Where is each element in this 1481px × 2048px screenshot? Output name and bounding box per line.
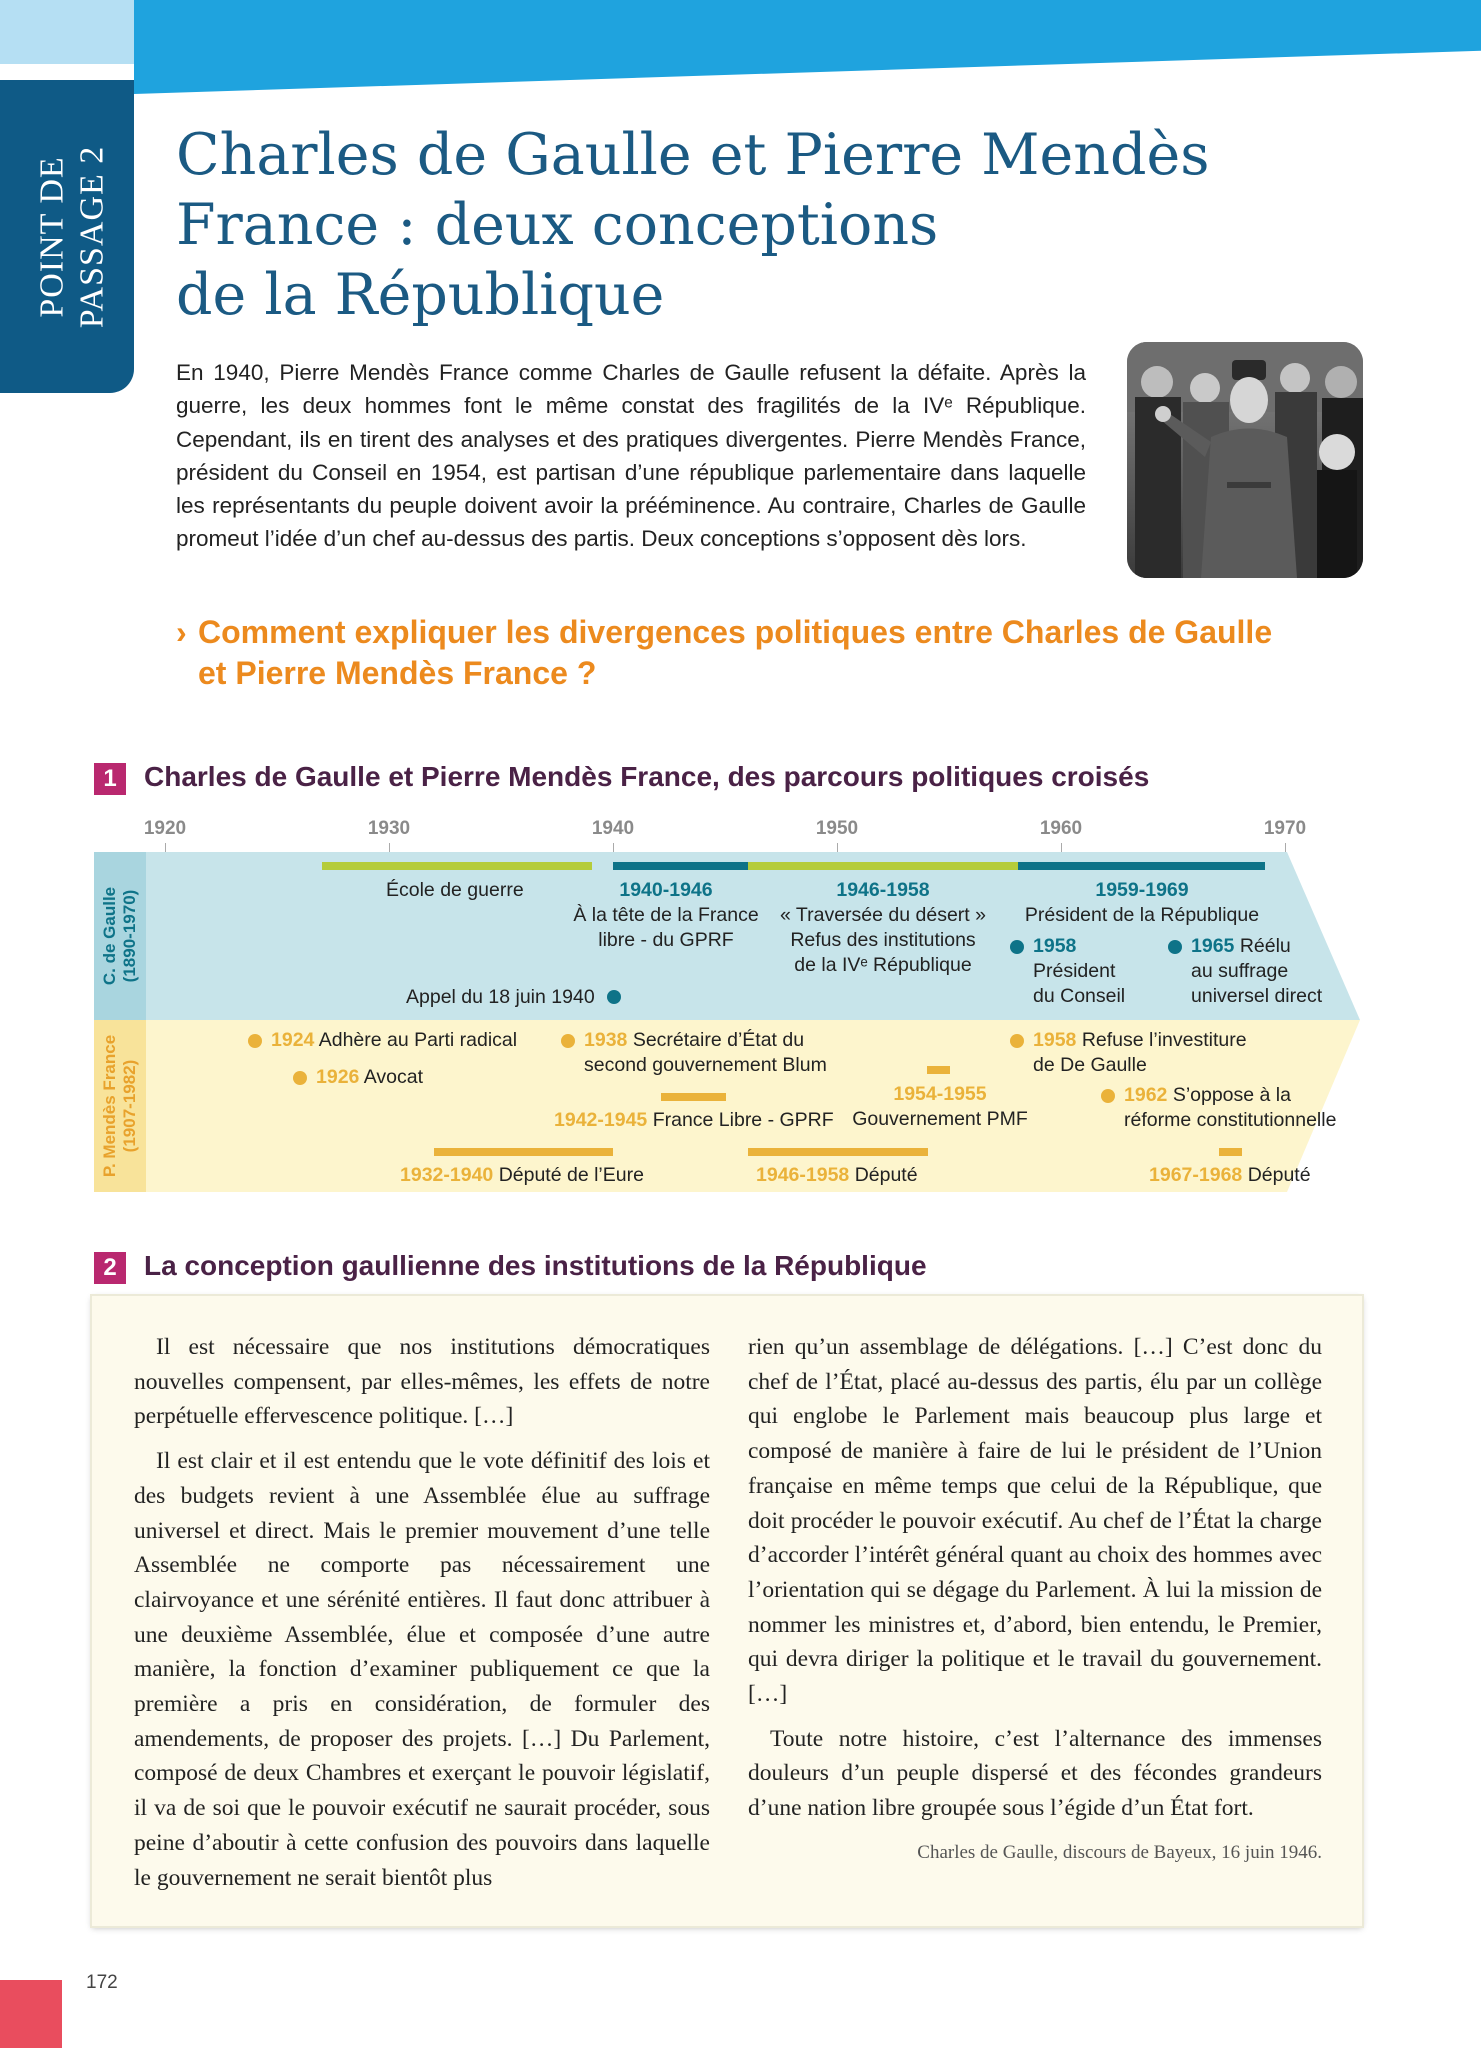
pmf-1962-line2: réforme constitutionnelle — [1124, 1109, 1337, 1131]
pmf-1946-text: Député — [854, 1164, 918, 1186]
pmf-dot-1938 — [561, 1034, 575, 1048]
pmf-bar-1967-1968 — [1219, 1148, 1242, 1156]
year-1960: 1960 — [1039, 818, 1083, 839]
pmf-1938-line2: second gouvernement Blum — [584, 1054, 827, 1076]
pmf-1942-text: France Libre - GPRF — [652, 1109, 834, 1131]
doc2-left-column — [134, 1330, 710, 1905]
dg-1946-line3: de la IVᵉ République — [794, 954, 972, 976]
dg-bar-1940-1946 — [613, 862, 748, 870]
de-gaulle-photo — [1127, 342, 1363, 578]
title-line2: France : deux conceptions — [176, 192, 939, 258]
dg-bar-ecole — [322, 862, 592, 870]
title-line3: de la République — [176, 262, 665, 328]
dg-dot-1958 — [1010, 940, 1024, 954]
dg-1965-year: 1965 — [1191, 935, 1235, 957]
page-number: 172 — [86, 1972, 118, 1993]
dg-appel-label: Appel du 18 juin 1940 — [406, 986, 595, 1008]
pmf-1932-year: 1932-1940 — [400, 1164, 494, 1186]
pmf-event-1926 — [316, 1065, 423, 1090]
question-line2: et Pierre Mendès France ? — [198, 655, 597, 691]
dg-1965-line2: au suffrage — [1191, 960, 1289, 982]
pmf-dot-1926 — [293, 1071, 307, 1085]
question-line1: Comment expliquer les divergences politiques entre Charles de Gaulle — [198, 614, 1273, 650]
pmf-1924-year: 1924 — [271, 1029, 315, 1051]
row-pmf-dates: (1907-1982) — [120, 1059, 140, 1153]
dg-1958-line1: Président — [1033, 960, 1116, 982]
dg-1946-1958 — [768, 878, 998, 978]
pmf-1932-text: Député de l’Eure — [498, 1164, 644, 1186]
doc1-title: Charles de Gaulle et Pierre Mendès France, des parcours politiques croisés — [144, 761, 1150, 792]
doc2-source: Charles de Gaulle, discours de Bayeux, 16 juin 1946. — [917, 1841, 1322, 1863]
dg-1959-line1: Président de la République — [1024, 904, 1260, 926]
dg-1965-line3: universel direct — [1191, 985, 1323, 1007]
dg-1940-year: 1940-1946 — [619, 879, 713, 901]
pmf-bar-1946-1958 — [748, 1148, 928, 1156]
doc1-number: 1 — [94, 763, 126, 795]
year-1920: 1920 — [143, 818, 187, 839]
pmf-1967-text: Député — [1247, 1164, 1311, 1186]
side-tab-line1: POINT DE — [33, 155, 71, 318]
pmf-event-1938 — [584, 1028, 827, 1078]
intro-paragraph: En 1940, Pierre Mendès France comme Charles de Gaulle refusent la défaite. Après la guerre, les deux hommes font le même constat des fragilités de la IVᵉ République. Cependant, ils en tirent des analyses et des pratiques divergentes. Pierre Mendès France, président du Conseil en 1954, est partisan d’une république parlementaire dans laquelle les représentants du peuple doivent avoir la prééminence. Au contraire, Charles de Gaulle promeut l’idée d’un chef au-dessus des partis. Deux conceptions s’opposent dès lors. — [176, 360, 1086, 552]
chevron-right-icon: › — [176, 614, 187, 650]
pmf-1954-text: Gouvernement PMF — [852, 1108, 1028, 1130]
dg-1940-line1: À la tête de la France — [573, 904, 759, 926]
dg-1946-year: 1946-1958 — [836, 879, 930, 901]
pmf-event-1958 — [1033, 1028, 1247, 1078]
pmf-dot-1958 — [1010, 1034, 1024, 1048]
pmf-1938-year: 1938 — [584, 1029, 628, 1051]
pmf-1926-text: Avocat — [363, 1066, 423, 1088]
dg-1940-1946 — [566, 878, 766, 953]
pmf-period-1954 — [830, 1082, 1050, 1132]
pmf-dot-1962 — [1101, 1089, 1115, 1103]
pmf-1962-year: 1962 — [1124, 1084, 1168, 1106]
side-tab-line2: PASSAGE 2 — [73, 145, 111, 328]
header-light-band — [0, 0, 134, 64]
dg-event-1958 — [1033, 934, 1125, 1009]
pmf-bar-1942-1945 — [661, 1093, 726, 1101]
year-1940: 1940 — [591, 818, 635, 839]
dg-1946-line1: « Traversée du désert » — [780, 904, 986, 926]
pmf-1967-year: 1967-1968 — [1149, 1164, 1243, 1186]
year-1970: 1970 — [1263, 818, 1307, 839]
pmf-1954-year: 1954-1955 — [893, 1083, 987, 1105]
page-title — [176, 120, 1276, 330]
dg-1959-1969 — [1010, 878, 1274, 928]
doc2-right-column — [748, 1330, 1322, 1871]
pmf-1958-line2: de De Gaulle — [1033, 1054, 1147, 1076]
row-dg-name: C. de Gaulle — [100, 886, 119, 986]
pmf-event-1924 — [271, 1028, 517, 1053]
year-1950: 1950 — [815, 818, 859, 839]
pmf-1942-year: 1942-1945 — [554, 1109, 648, 1131]
pmf-bar-1932-1940 — [434, 1148, 613, 1156]
pmf-1958-line1: Refuse l’investiture — [1081, 1029, 1247, 1051]
row-label-mendes-france — [94, 1020, 146, 1192]
pmf-event-1962 — [1124, 1083, 1336, 1133]
dg-1946-line2: Refus des institutions — [790, 929, 976, 951]
pmf-1926-year: 1926 — [316, 1066, 360, 1088]
pmf-period-1942 — [554, 1108, 834, 1133]
doc2-right-p1: rien qu’un assemblage de délégations. […] C’est donc du chef de l’État, placé au-dessus des partis, élu par un collège qui englobe le Parlement mais beaucoup plus large et composé de manière à faire de lui le président de l’Union française en même temps que celui de la République, que doit procéder le pouvoir exécutif. Au chef de l’État la charge d’accorder l’intérêt général quant au choix des hommes avec l’orientation qui se dégage du Parlement. À lui la mission de nommer les ministres et, d’abord, bien entendu, le Premier, qui devra diriger la politique et le travail du gouvernement. […] — [748, 1334, 1322, 1708]
dg-1965-line1: Réélu — [1239, 935, 1291, 957]
doc2-left-p2: Il est clair et il est entendu que le vote définitif des lois et des budgets revient à une Assemblée élue au suffrage universel et direct. Mais le premier mouvement d’une telle Assemblée ne comporte pas nécessairement une clairvoyance et une sérénité entières. Il faut donc attribuer à une deuxième Assemblée, élue et composée d’une autre manière, la fonction d’examiner publiquement ce que la première a pris en considération, de formuler des amendements, de proposer des projets. […] Du Parlement, composé de deux Chambres et exerçant le pouvoir législatif, il va de soi que le pouvoir exécutif ne saurait procéder, sous peine d’aboutir à cette confusion des pouvoirs dans laquelle le gouvernement ne serait bientôt plus — [134, 1448, 710, 1891]
dg-event-1965 — [1191, 934, 1322, 1009]
pmf-period-1932 — [400, 1163, 644, 1188]
dg-dot-1940 — [607, 990, 621, 1004]
page-corner-mark — [0, 1980, 62, 2048]
pmf-dot-1924 — [248, 1034, 262, 1048]
side-tab-label — [5, 80, 139, 393]
dg-dot-1965 — [1168, 940, 1182, 954]
doc2-left-p1: Il est nécessaire que nos institutions démocratiques nouvelles compensent, par elles-mêmes, les effets de notre perpétuelle effervescence politique. […] — [134, 1334, 710, 1430]
header-blue-band — [134, 0, 1481, 94]
dg-ecole-label: École de guerre — [386, 879, 524, 901]
row-dg-dates: (1890-1970) — [120, 889, 139, 983]
year-1930: 1930 — [367, 818, 411, 839]
row-label-de-gaulle — [94, 852, 146, 1020]
doc2-number: 2 — [94, 1252, 126, 1284]
title-line1: Charles de Gaulle et Pierre Mendès — [176, 122, 1210, 188]
dg-bar-1959-1969 — [1018, 862, 1265, 870]
pmf-1938-line1: Secrétaire d’État du — [632, 1029, 805, 1051]
row-pmf-name: P. Mendès France — [100, 1034, 120, 1178]
dg-1958-year: 1958 — [1033, 935, 1077, 957]
pmf-period-1946 — [756, 1163, 918, 1188]
doc2-right-p2: Toute notre histoire, c’est l’alternance des immenses douleurs d’un peuple dispersé et des fécondes grandeurs d’une nation libre groupée sous l’égide d’un État fort. — [748, 1725, 1322, 1822]
dg-bar-1946-1958 — [748, 862, 1018, 870]
pmf-period-1967 — [1149, 1163, 1311, 1188]
pmf-bar-1954-1955 — [927, 1066, 950, 1074]
dg-1940-line2: libre - du GPRF — [598, 929, 734, 951]
pmf-1946-year: 1946-1958 — [756, 1164, 850, 1186]
pmf-1962-line1: S’oppose à la — [1172, 1084, 1291, 1106]
pmf-1958-year: 1958 — [1033, 1029, 1077, 1051]
dg-1958-line2: du Conseil — [1033, 985, 1126, 1007]
problem-question — [176, 612, 1296, 694]
pmf-1924-text: Adhère au Parti radical — [318, 1029, 518, 1051]
doc2-title: La conception gaullienne des institutions de la République — [144, 1250, 927, 1281]
dg-1959-year: 1959-1969 — [1095, 879, 1189, 901]
